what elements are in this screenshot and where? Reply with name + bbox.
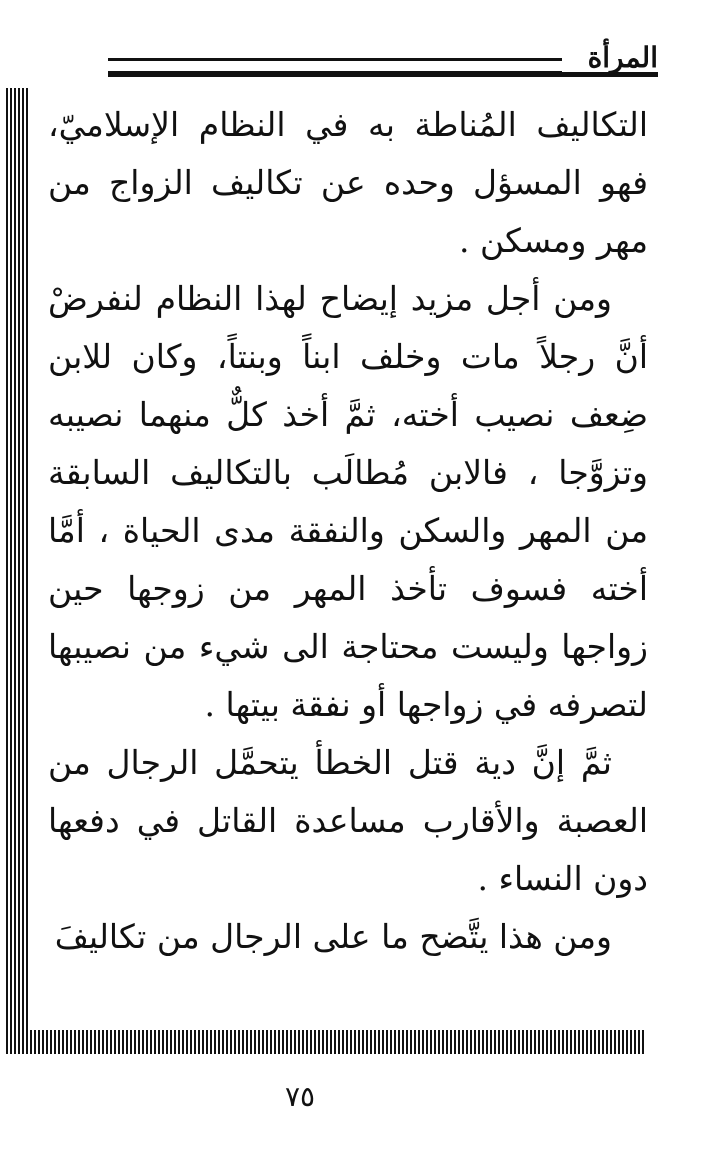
header-rule-double: [108, 58, 562, 72]
paragraph: التكاليف المُناطة به في النظام الإسلاميّ، فهو المسؤل وحده عن تكاليف الزواج من مهر ومسكن .: [48, 105, 648, 260]
header-title: المرأة: [587, 41, 658, 74]
running-header: [118, 40, 658, 84]
bottom-decorative-border: [6, 1030, 646, 1054]
body-text: [48, 96, 648, 966]
header-rule-thick: [108, 72, 658, 77]
paragraph: ثمَّ إنَّ دية قتل الخطأ يتحمَّل الرجال من العصبة والأقارب مساعدة القاتل في دفعها دون النساء .: [48, 743, 648, 898]
left-decorative-border: [6, 88, 28, 1043]
page-number: ٧٥: [284, 1080, 316, 1113]
paragraph: ومن هذا يتَّضح ما على الرجال من تكاليفَ: [54, 917, 612, 956]
paragraph: ومن أجل مزيد إيضاح لهذا النظام لنفرضْ أنَّ رجلاً مات وخلف ابناً وبنتاً، وكان للابن ضِعف نصيب أخته، ثمَّ أخذ كلٌّ منهما نصيبه وتزوَّجا ، فالابن مُطالَب بالتكاليف السابقة من المهر والسكن والنفقة مدى الحياة ، أمَّا أخته فسوف تأخذ المهر من زوجها حين زواجها وليست محتاجة الى شيء من نصيبها لتصرفه في زواجها أو نفقة بيتها .: [48, 279, 648, 724]
